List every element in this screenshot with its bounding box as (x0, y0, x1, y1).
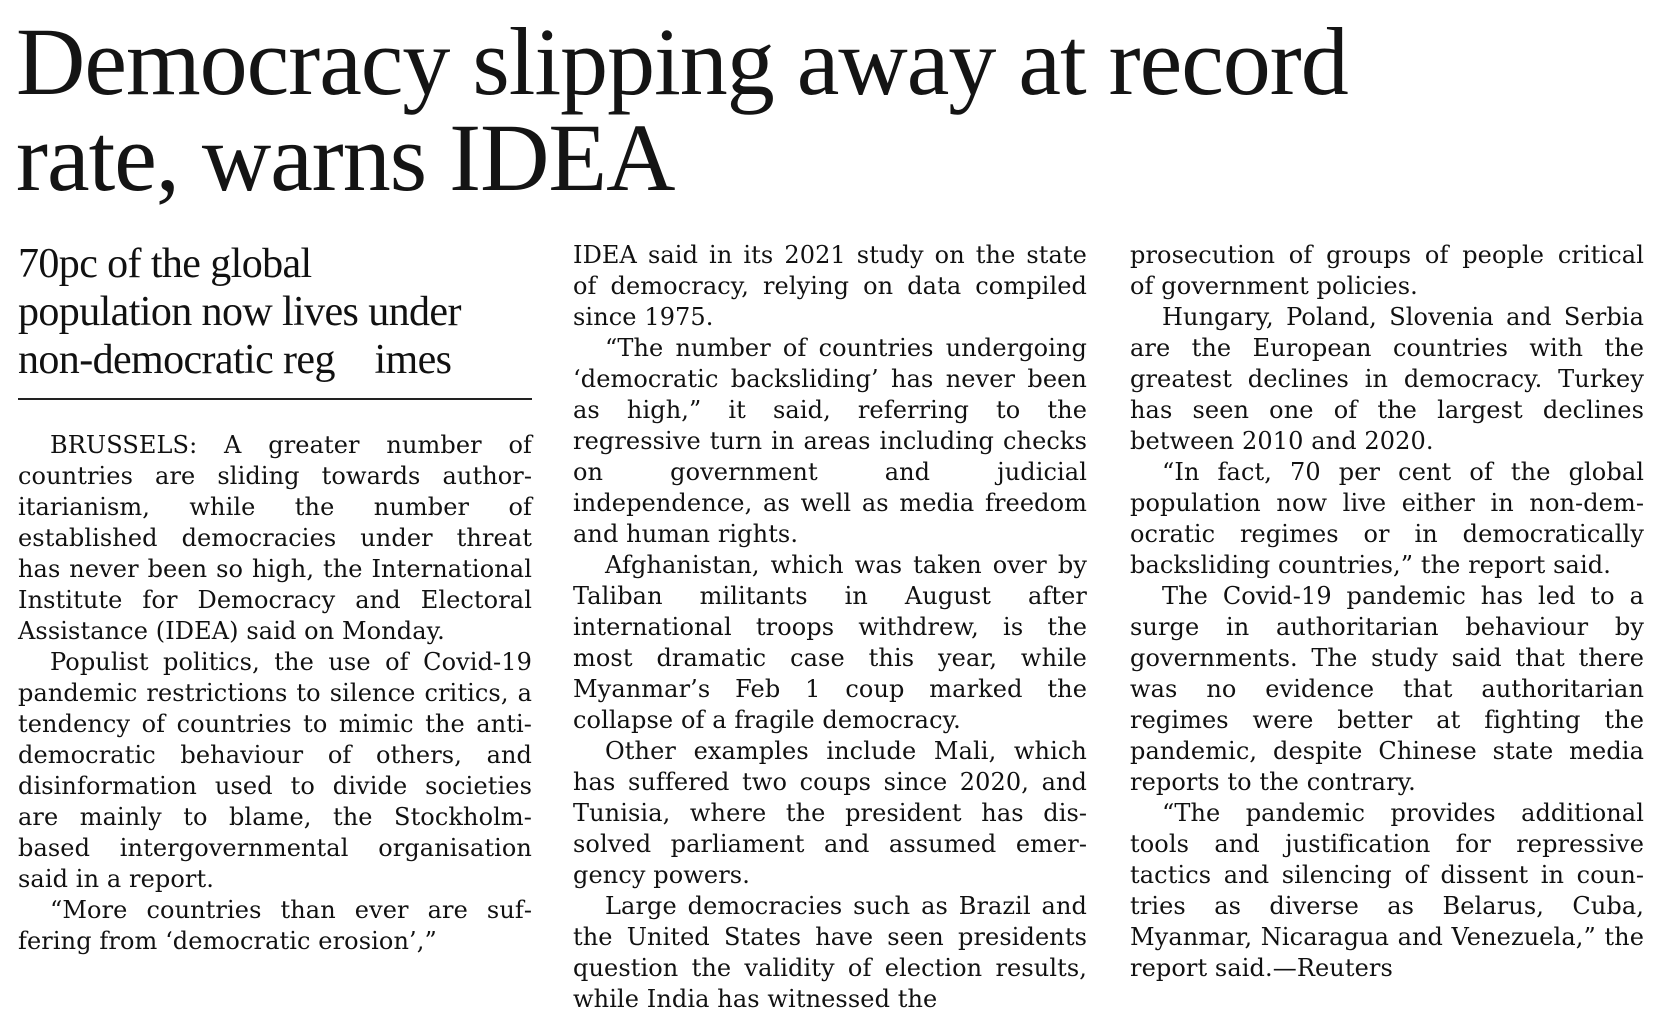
subheadline-line-3: non-democratic reg imes (18, 337, 452, 383)
headline-line-2: rate, warns IDEA (16, 104, 675, 211)
article-column-1 (18, 240, 532, 957)
paragraph: Populist politics, the use of Covid-19 pandemic restrictions to silence critics, a tendency of countries to mimic the anti-democratic behaviour of others, and disinformation used to divide societies are mainly to blame, the Stockholm-based intergovernmental organisation said in a report. (18, 648, 532, 893)
paragraph: Other examples include Mali, which has suffered two coups since 2020, and Tunisia, where the president has dissolved parliament and assumed emergency powers. (573, 737, 1087, 889)
paragraph: prosecution of groups of people critical of government policies. (1130, 241, 1644, 300)
subheadline-line-2: population now lives under (18, 289, 461, 335)
paragraph: BRUSSELS: A greater number of countries are sliding towards authoritarianism, while the number of established democracies under threat has never been so high, the International Institute for Democracy and Electoral Assistance (IDEA) said on Monday. (18, 431, 532, 645)
paragraph: Hungary, Poland, Slovenia and Serbia are the European countries with the greatest declines in democracy. Turkey has seen one of the largest declines between 2010 and 2020. (1130, 303, 1644, 455)
paragraph: “The number of countries undergoing ‘democratic backsliding’ has never been as high,” it said, referring to the regressive turn in areas including checks on government and judicial independence, as well as media freedom and human rights. (573, 334, 1087, 548)
subheadline-line-1: 70pc of the global (18, 241, 312, 287)
headline-line-1: Democracy slipping away at record (16, 8, 1348, 115)
headline (16, 8, 1636, 211)
paragraph: “More countries than ever are suffering from ‘democratic erosion’,” (18, 896, 532, 955)
paragraph: Afghanistan, which was taken over by Taliban militants in August after international troops withdrew, is the most dramatic case this year, while Myanmar’s Feb 1 coup marked the collapse of a fragile democracy. (573, 551, 1087, 734)
paragraph: The Covid-19 pandemic has led to a surge in authoritarian behaviour by governments. The study said that there was no evidence that authoritarian regimes were better at fighting the pandemic, despite Chinese state media reports to the contrary. (1130, 582, 1644, 796)
paragraph: Large democracies such as Brazil and the United States have seen presidents question the validity of election results, while India has witnessed the (573, 892, 1087, 1013)
paragraph: IDEA said in its 2021 study on the state of democracy, relying on data compiled since 1975. (573, 241, 1087, 331)
subheadline (18, 240, 532, 400)
article-column-2 (573, 240, 1087, 1015)
paragraph: “In fact, 70 per cent of the global population now live either in non-democratic regimes or in democratically backsliding countries,” the report said. (1130, 458, 1644, 579)
article-column-3 (1130, 240, 1644, 984)
paragraph: “The pandemic provides additional tools and justification for repressive tactics and silencing of dissent in countries as diverse as Belarus, Cuba, Myanmar, Nicaragua and Venezuela,” the report said.—Reuters (1130, 799, 1644, 982)
